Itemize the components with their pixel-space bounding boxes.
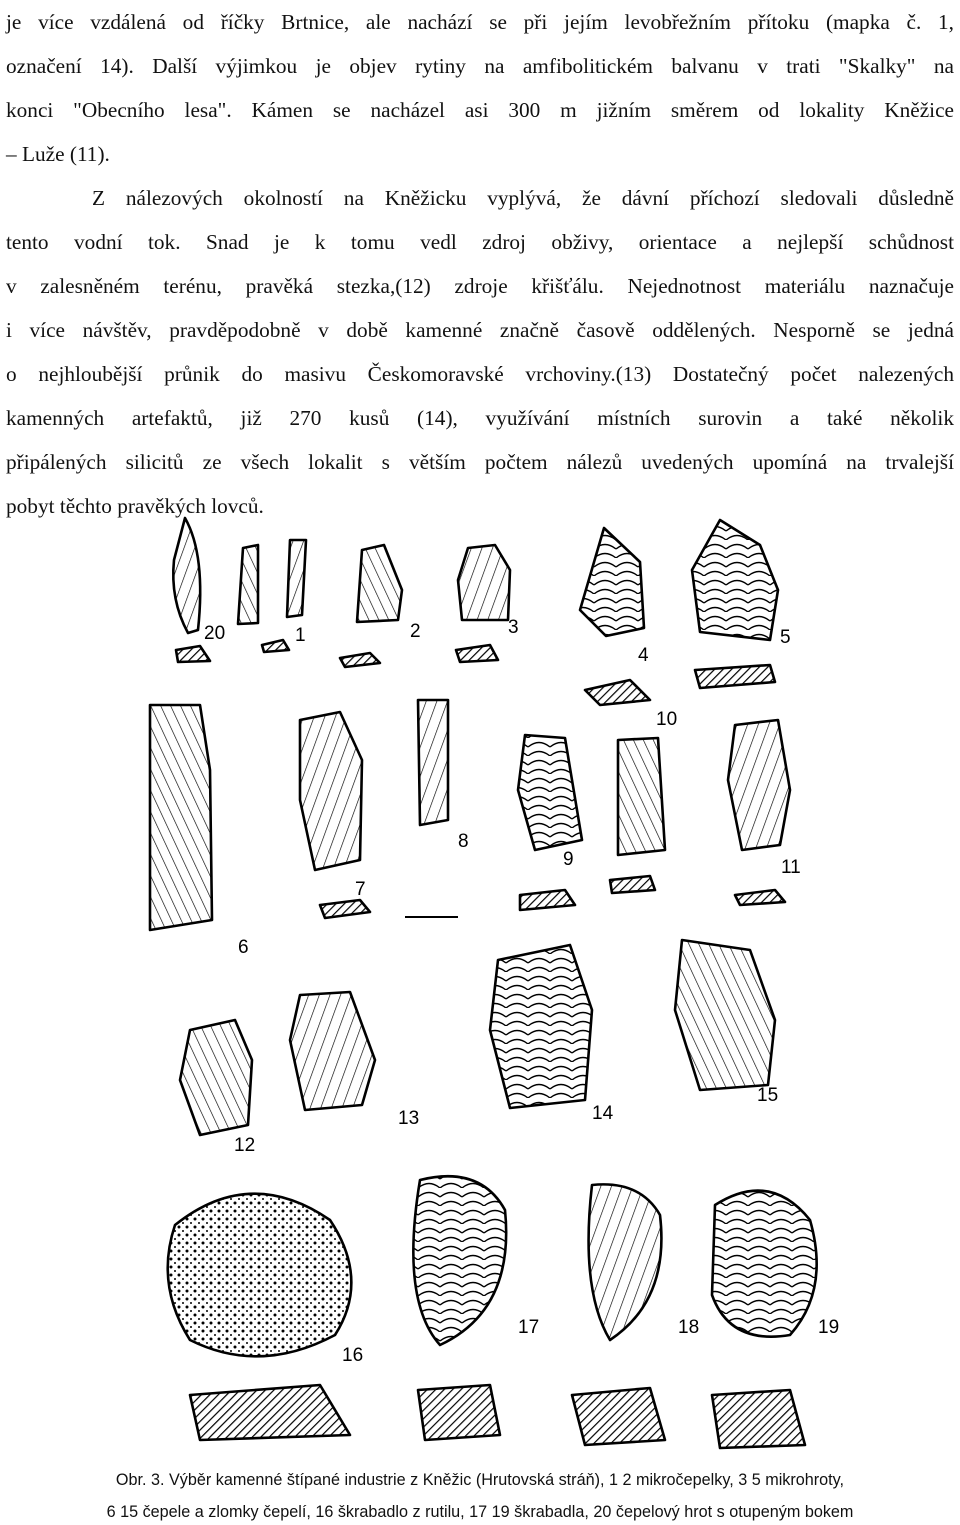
- cross-section: [735, 890, 785, 905]
- figure-label: 1: [295, 625, 306, 646]
- artifact-12: [180, 1020, 252, 1135]
- figure-label: 3: [508, 617, 519, 638]
- text-line: Z nálezových okolností na Kněžicku vyplývá, že dávní příchozí sledovali důsledně: [92, 186, 954, 210]
- cross-section: [320, 900, 370, 918]
- artifact-3: [458, 545, 510, 620]
- text-line: označení 14). Další výjimkou je objev rytiny na amfibolitickém balvanu v trati "Skalky" na: [6, 54, 954, 78]
- cross-section: [695, 665, 775, 688]
- figure-label: 9: [563, 849, 574, 870]
- text-line: konci "Obecního lesa". Kámen se nacházel asi 300 m jižním směrem od lokality Kněžice: [6, 98, 954, 122]
- figure-label: 15: [757, 1085, 779, 1106]
- text-line: v zalesněném terénu, pravěká stezka,(12) zdroje křišťálu. Nejednotnost materiálu naznačuje: [6, 274, 954, 298]
- artifact-11: [728, 720, 790, 850]
- cross-section: [520, 890, 575, 910]
- figure-label: 11: [781, 857, 801, 878]
- artifact-15: [675, 940, 775, 1090]
- artifact-13: [290, 992, 375, 1110]
- artifact-5: [692, 520, 778, 640]
- cross-section: [190, 1385, 350, 1440]
- text-line: připálených silicitů ze všech lokalit s větším počtem nálezů uvedených upomíná na trvalejší: [6, 450, 954, 474]
- cross-section: [610, 876, 655, 893]
- cross-section: [585, 680, 650, 705]
- figure-label: 14: [592, 1103, 614, 1124]
- artifact-2: [357, 545, 402, 622]
- artifact-10: [618, 738, 665, 855]
- figure-label: 17: [518, 1317, 540, 1338]
- artifact-14: [490, 945, 592, 1108]
- artifact-drawings: [0, 505, 960, 1465]
- artifact-4: [580, 528, 644, 636]
- figure-label: 18: [678, 1317, 700, 1338]
- figure-label: 6: [238, 937, 249, 958]
- text-line: je více vzdálená od říčky Brtnice, ale nachází se při jejím levobřežním přítoku (mapka č. 1,: [6, 10, 954, 34]
- text-line: tento vodní tok. Snad je k tomu vedl zdroj obživy, orientace a nejlepší schůdnost: [6, 230, 954, 254]
- artifact-7: [300, 712, 362, 870]
- figure-label: 5: [780, 627, 791, 648]
- figure-label: 12: [234, 1135, 256, 1156]
- artifact-figure: [0, 505, 960, 1465]
- text-line: pobyt těchto pravěkých lovců.: [6, 494, 264, 518]
- figure-label: 13: [398, 1108, 420, 1129]
- figure-label: 16: [342, 1345, 364, 1366]
- figure-caption-line-1: Obr. 3. Výběr kamenné štípané industrie z Kněžic (Hrutovská stráň), 1 2 mikročepelky, 3 5 mikrohroty,: [115, 1471, 845, 1489]
- figure-label: 8: [458, 831, 469, 852]
- figure-label: 4: [638, 645, 649, 666]
- artifact-bladelet: [287, 540, 306, 617]
- figure-label: 20: [204, 623, 226, 644]
- figure-label: 2: [410, 621, 421, 642]
- text-line: – Luže (11).: [6, 142, 110, 166]
- text-line: i více návštěv, pravděpodobně v době kamenné značně časově oddělených. Nesporně se jedná: [6, 318, 954, 342]
- figure-label: 19: [818, 1317, 840, 1338]
- cross-section: [340, 653, 380, 667]
- cross-section: [176, 646, 210, 662]
- cross-section: [572, 1388, 665, 1445]
- cross-section: [418, 1385, 500, 1440]
- figure-caption-line-2: 6 15 čepele a zlomky čepelí, 16 škrabadlo z rutilu, 17 19 škrabadla, 20 čepelový hrot s otupeným bokem: [106, 1503, 854, 1521]
- figure-label: 7: [355, 879, 366, 900]
- cross-section: [712, 1390, 805, 1448]
- artifact-17: [413, 1176, 506, 1345]
- artifact-16: [168, 1194, 352, 1357]
- text-line: o nejhloubější průnik do masivu Českomoravské vrchoviny.(13) Dostatečný počet nalezených: [6, 362, 954, 386]
- artifact-19: [712, 1191, 817, 1337]
- artifact-9: [518, 735, 582, 850]
- artifact-18: [589, 1184, 662, 1340]
- figure-label: 10: [656, 709, 678, 730]
- cross-section: [456, 645, 498, 662]
- text-line: kamenných artefaktů, již 270 kusů (14), využívání místních surovin a také několik: [6, 406, 954, 430]
- body-text: [6, 0, 954, 528]
- artifact-20: [173, 518, 200, 633]
- cross-section: [262, 640, 289, 652]
- artifact-8: [418, 700, 448, 825]
- artifact-1: [238, 545, 258, 624]
- artifact-6: [150, 705, 212, 930]
